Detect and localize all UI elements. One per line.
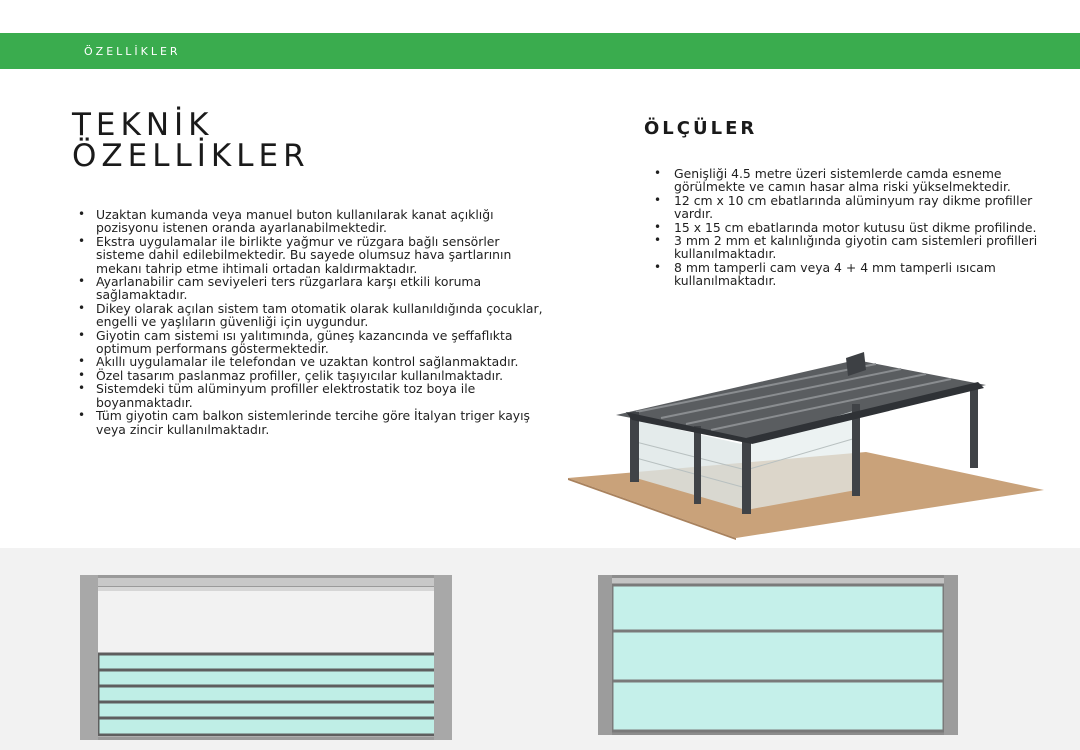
feature-item: • Sistemdeki tüm alüminyum profiller elektrostatik toz boya ile boyanmaktadır. bbox=[76, 382, 546, 409]
guillotine-window-open-image bbox=[80, 575, 452, 740]
feature-item: • Ayarlanabilir cam seviyeleri ters rüzgarlara karşı etkili koruma sağlamaktadır. bbox=[76, 275, 546, 302]
dimensions-list bbox=[652, 167, 1052, 288]
dimension-item: • 12 cm x 10 cm ebatlarında alüminyum ray dikme profiller vardır. bbox=[652, 194, 1052, 221]
page-title-line-1: TEKNİK bbox=[72, 107, 214, 143]
dimension-item: • 3 mm 2 mm et kalınlığında giyotin cam sistemleri profilleri kullanılmaktadır. bbox=[652, 234, 1052, 261]
page-title bbox=[72, 107, 310, 174]
feature-item: • Akıllı uygulamalar ile telefondan ve uzaktan kontrol sağlanmaktadır. bbox=[76, 355, 546, 368]
dimensions-title: ÖLÇÜLER bbox=[644, 118, 758, 139]
guillotine-window-closed-image bbox=[598, 575, 958, 735]
features-list bbox=[76, 208, 546, 436]
page-title-line-2: ÖZELLİKLER bbox=[72, 138, 310, 174]
dimension-item: • Genişliği 4.5 metre üzeri sistemlerde camda esneme görülmekte ve camın hasar alma riski yükselmektedir. bbox=[652, 167, 1052, 194]
feature-item: • Ekstra uygulamalar ile birlikte yağmur ve rüzgara bağlı sensörler sisteme dahil edilebilmektedir. Bu sayede olumsuz hava şartlarının mekanı tahrip etme ihtimali ortadan kaldırmaktadır. bbox=[76, 235, 546, 275]
feature-item: • Uzaktan kumanda veya manuel buton kullanılarak kanat açıklığı pozisyonu istenen oranda ayarlanabilmektedir. bbox=[76, 208, 546, 235]
header-bar bbox=[0, 33, 1080, 69]
header-label: ÖZELLİKLER bbox=[84, 45, 181, 58]
dimension-item: • 15 x 15 cm ebatlarında motor kutusu üst dikme profilinde. bbox=[652, 221, 1052, 234]
pergola-illustration bbox=[566, 340, 1046, 540]
feature-item: • Giyotin cam sistemi ısı yalıtımında, güneş kazancında ve şeffaflıkta optimum performans göstermektedir. bbox=[76, 329, 546, 356]
dimension-item: • 8 mm tamperli cam veya 4 + 4 mm tamperli ısıcam kullanılmaktadır. bbox=[652, 261, 1052, 288]
feature-item: • Özel tasarım paslanmaz profiller, çelik taşıyıcılar kullanılmaktadır. bbox=[76, 369, 546, 382]
feature-item: • Dikey olarak açılan sistem tam otomatik olarak kullanıldığında çocuklar, engelli ve yaşlıların güvenliği için uygundur. bbox=[76, 302, 546, 329]
feature-item: • Tüm giyotin cam balkon sistemlerinde tercihe göre İtalyan triger kayış veya zincir kullanılmaktadır. bbox=[76, 409, 546, 436]
